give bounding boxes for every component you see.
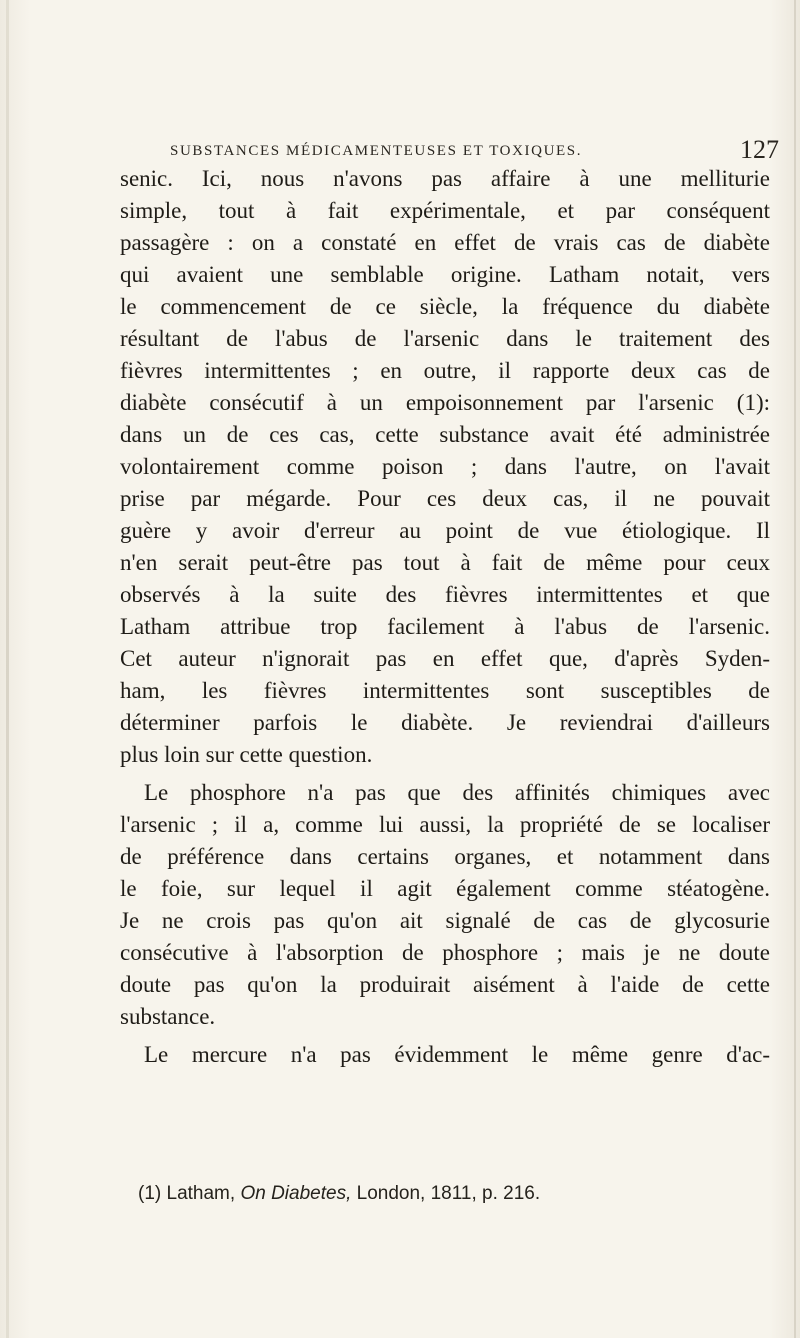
text-line: prise par mégarde. Pour ces deux cas, il ne pouvait [120,486,770,511]
text-line: de préférence dans certains organes, et notamment dans [120,844,770,869]
text-line: l'arsenic ; il a, comme lui aussi, la propriété de se localiser [120,812,770,837]
paragraph [120,1039,770,1071]
footnote-reference: London, 1811, p. 216. [356,1183,541,1204]
text-line: Latham attribue trop facilement à l'abus de l'arsenic. [120,614,770,639]
page-number: 127 [740,135,779,164]
page-outer-edge [794,0,796,1338]
paragraph [120,777,770,1033]
page-binding-edge [6,0,9,1338]
text-line: le foie, sur lequel il agit également comme stéatogène. [120,876,770,901]
text-line: qui avaient une semblable origine. Latham notait, vers [120,262,770,287]
text-line: le commencement de ce siècle, la fréquence du diabète [120,294,770,319]
text-line: Je ne crois pas qu'on ait signalé de cas de glycosurie [120,908,770,933]
footnote [138,1182,758,1206]
text-line: résultant de l'abus de l'arsenic dans le traitement des [120,326,770,351]
text-line: observés à la suite des fièvres intermittentes et que [120,582,770,607]
text-line: simple, tout à fait expérimentale, et par conséquent [120,198,770,223]
text-line: fièvres intermittentes ; en outre, il rapporte deux cas de [120,358,770,383]
text-line: consécutive à l'absorption de phosphore ; mais je ne doute [120,940,770,965]
text-line: déterminer parfois le diabète. Je reviendrai d'ailleurs [120,710,770,735]
text-line: ham, les fièvres intermittentes sont susceptibles de [120,678,770,703]
footnote-marker: (1) [138,1183,162,1204]
text-line: passagère : on a constaté en effet de vrais cas de diabète [120,230,770,255]
text-line: diabète consécutif à un empoisonnement par l'arsenic (1): [120,390,770,415]
text-line: doute pas qu'on la produirait aisément à l'aide de cette [120,972,770,997]
text-line: senic. Ici, nous n'avons pas affaire à une melliturie [120,166,770,191]
paragraph [120,163,770,771]
text-line: volontairement comme poison ; dans l'autre, on l'avait [120,454,770,479]
text-line: Cet auteur n'ignorait pas en effet que, d'après Syden- [120,646,770,671]
text-line: dans un de ces cas, cette substance avait été administrée [120,422,770,447]
text-line: guère y avoir d'erreur au point de vue étiologique. Il [120,518,770,543]
footnote-title: On Diabetes, [240,1183,352,1204]
text-line: n'en serait peut-être pas tout à fait de même pour ceux [120,550,770,575]
text-line: Le mercure n'a pas évidemment le même genre d'ac- [144,1042,770,1067]
text-line: plus loin sur cette question. [120,742,373,767]
body-text [120,163,770,1071]
text-line: substance. [120,1004,216,1029]
text-line: Le phosphore n'a pas que des affinités chimiques avec [144,780,770,805]
running-head: SUBSTANCES MÉDICAMENTEUSES ET TOXIQUES. [170,143,583,159]
footnote-author: Latham, [166,1183,236,1204]
